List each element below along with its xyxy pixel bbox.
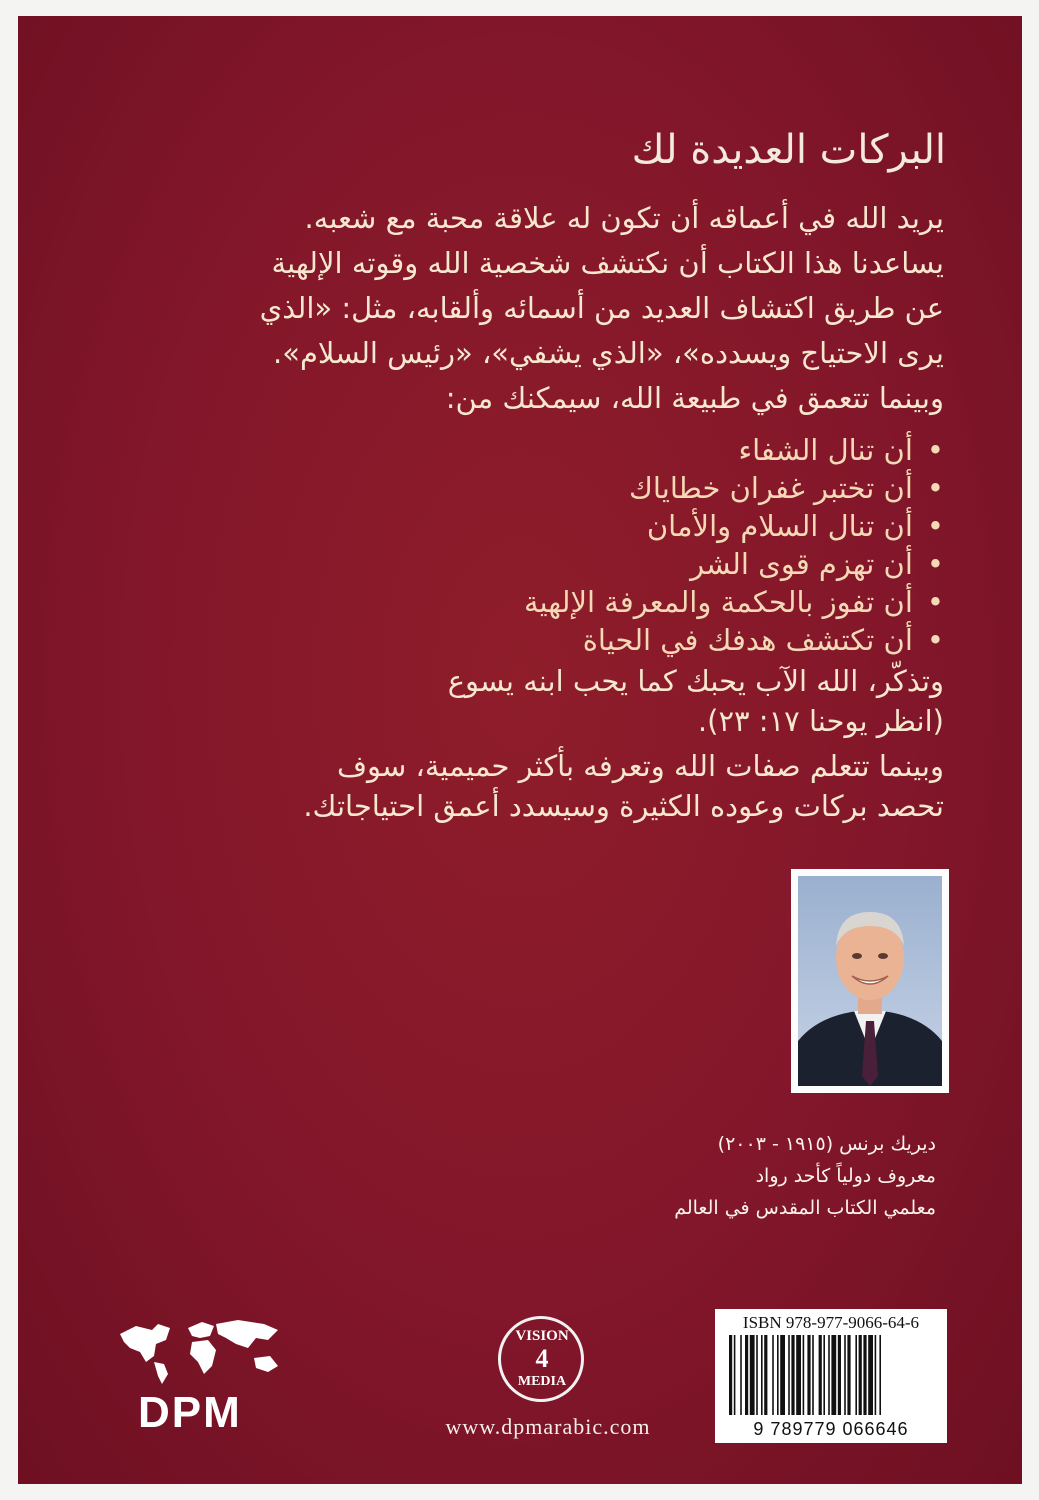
barcode-bar	[807, 1335, 810, 1415]
author-portrait-image	[798, 876, 942, 1086]
intro-line: يساعدنا هذا الكتاب أن نكتشف شخصية الله وقوته الإلهية	[271, 246, 944, 280]
vision-logo-top: VISION	[515, 1328, 569, 1344]
remember-paragraph	[144, 661, 944, 741]
barcode-bar	[879, 1335, 881, 1415]
barcode-number: 9 789779 066646	[753, 1419, 909, 1439]
dpm-logo-text: DPM	[138, 1388, 242, 1437]
barcode-bar	[796, 1335, 801, 1415]
barcode-bar	[831, 1335, 836, 1415]
bullet-icon: •	[926, 547, 944, 581]
list-item-text: أن تنال الشفاء	[738, 433, 913, 467]
intro-line: يريد الله في أعماقه أن تكون له علاقة محبة مع شعبه.	[304, 201, 944, 235]
barcode-bar	[791, 1335, 794, 1415]
barcode-bar	[803, 1335, 805, 1415]
list-item-text: أن تنال السلام والأمان	[646, 509, 913, 543]
barcode-bar	[756, 1335, 758, 1415]
barcode-bar	[819, 1335, 822, 1415]
barcode-bar	[855, 1335, 857, 1415]
vision-logo-number: 4	[535, 1344, 549, 1373]
barcode-bar	[863, 1335, 866, 1415]
barcode-bar	[777, 1335, 779, 1415]
list-item-text: أن تفوز بالحكمة والمعرفة الإلهية	[523, 585, 913, 619]
author-info	[436, 1128, 936, 1224]
remember-line: (انظر يوحنا ١٧: ٢٣).	[697, 704, 944, 738]
list-item	[184, 583, 944, 621]
dpm-logo	[118, 1316, 288, 1446]
list-item	[184, 469, 944, 507]
barcode-bar	[828, 1335, 830, 1415]
barcode-bar	[780, 1335, 785, 1415]
barcode-bar	[859, 1335, 862, 1415]
remember-line: وتذكّر، الله الآب يحبك كما يحب ابنه يسوع	[447, 664, 944, 698]
barcode-bar	[838, 1335, 841, 1415]
barcode-bar	[823, 1335, 825, 1415]
bullet-icon: •	[926, 509, 944, 543]
barcode-bar	[750, 1335, 755, 1415]
closing-line: وبينما تتعلم صفات الله وتعرفه بأكثر حميمية، سوف	[336, 749, 944, 783]
author-bio-line: معلمي الكتاب المقدس في العالم	[674, 1197, 936, 1219]
barcode-bar	[734, 1335, 736, 1415]
barcode-bar	[812, 1335, 814, 1415]
vision4media-logo	[492, 1316, 592, 1406]
isbn-barcode	[715, 1309, 947, 1443]
barcode-bar	[729, 1335, 732, 1415]
isbn-label: ISBN 978-977-9066-64-6	[742, 1313, 920, 1332]
list-item	[184, 621, 944, 659]
barcode-bar	[847, 1335, 850, 1415]
barcode-bar	[772, 1335, 774, 1415]
intro-line: عن طريق اكتشاف العديد من أسمائه وألقابه، مثل: «الذي	[259, 291, 944, 325]
blessings-list	[184, 431, 944, 659]
bullet-icon: •	[926, 433, 944, 467]
bullet-icon: •	[926, 471, 944, 505]
barcode-bar	[740, 1335, 742, 1415]
vision-logo-bottom: MEDIA	[517, 1374, 567, 1389]
barcode-bar	[761, 1335, 763, 1415]
barcode-bars	[715, 1309, 947, 1419]
bullet-icon: •	[926, 623, 944, 657]
author-name: ديريك برنس (١٩١٥ - ٢٠٠٣)	[717, 1133, 936, 1155]
intro-line: وبينما تتعمق في طبيعة الله، سيمكنك من:	[445, 381, 944, 415]
barcode-bar	[764, 1335, 767, 1415]
website-url: www.dpmarabic.com	[445, 1414, 651, 1439]
barcode-bar	[745, 1335, 748, 1415]
back-cover	[18, 16, 1022, 1484]
list-item	[184, 507, 944, 545]
list-item-text: أن تختبر غفران خطاياك	[629, 471, 913, 505]
list-item-text: أن تهزم قوى الشر	[690, 547, 913, 581]
barcode-bar	[844, 1335, 846, 1415]
barcode-bar	[788, 1335, 790, 1415]
closing-line: تحصد بركات وعوده الكثيرة وسيسدد أعمق احتياجاتك.	[303, 789, 944, 823]
list-item-text: أن تكتشف هدفك في الحياة	[582, 623, 913, 657]
bullet-icon: •	[926, 585, 944, 619]
world-map-icon	[118, 1316, 288, 1386]
list-item	[184, 431, 944, 469]
cover-title: البركات العديدة لك	[631, 127, 946, 173]
intro-line: يرى الاحتياج ويسدده»، «الذي يشفي»، «رئيس السلام».	[272, 336, 944, 370]
barcode-bar	[868, 1335, 873, 1415]
closing-paragraph	[144, 746, 944, 826]
intro-paragraph	[144, 196, 944, 421]
author-photo	[791, 869, 949, 1093]
list-item	[184, 545, 944, 583]
author-bio-line: معروف دولياً كأحد رواد	[755, 1165, 936, 1187]
barcode-bar	[875, 1335, 877, 1415]
